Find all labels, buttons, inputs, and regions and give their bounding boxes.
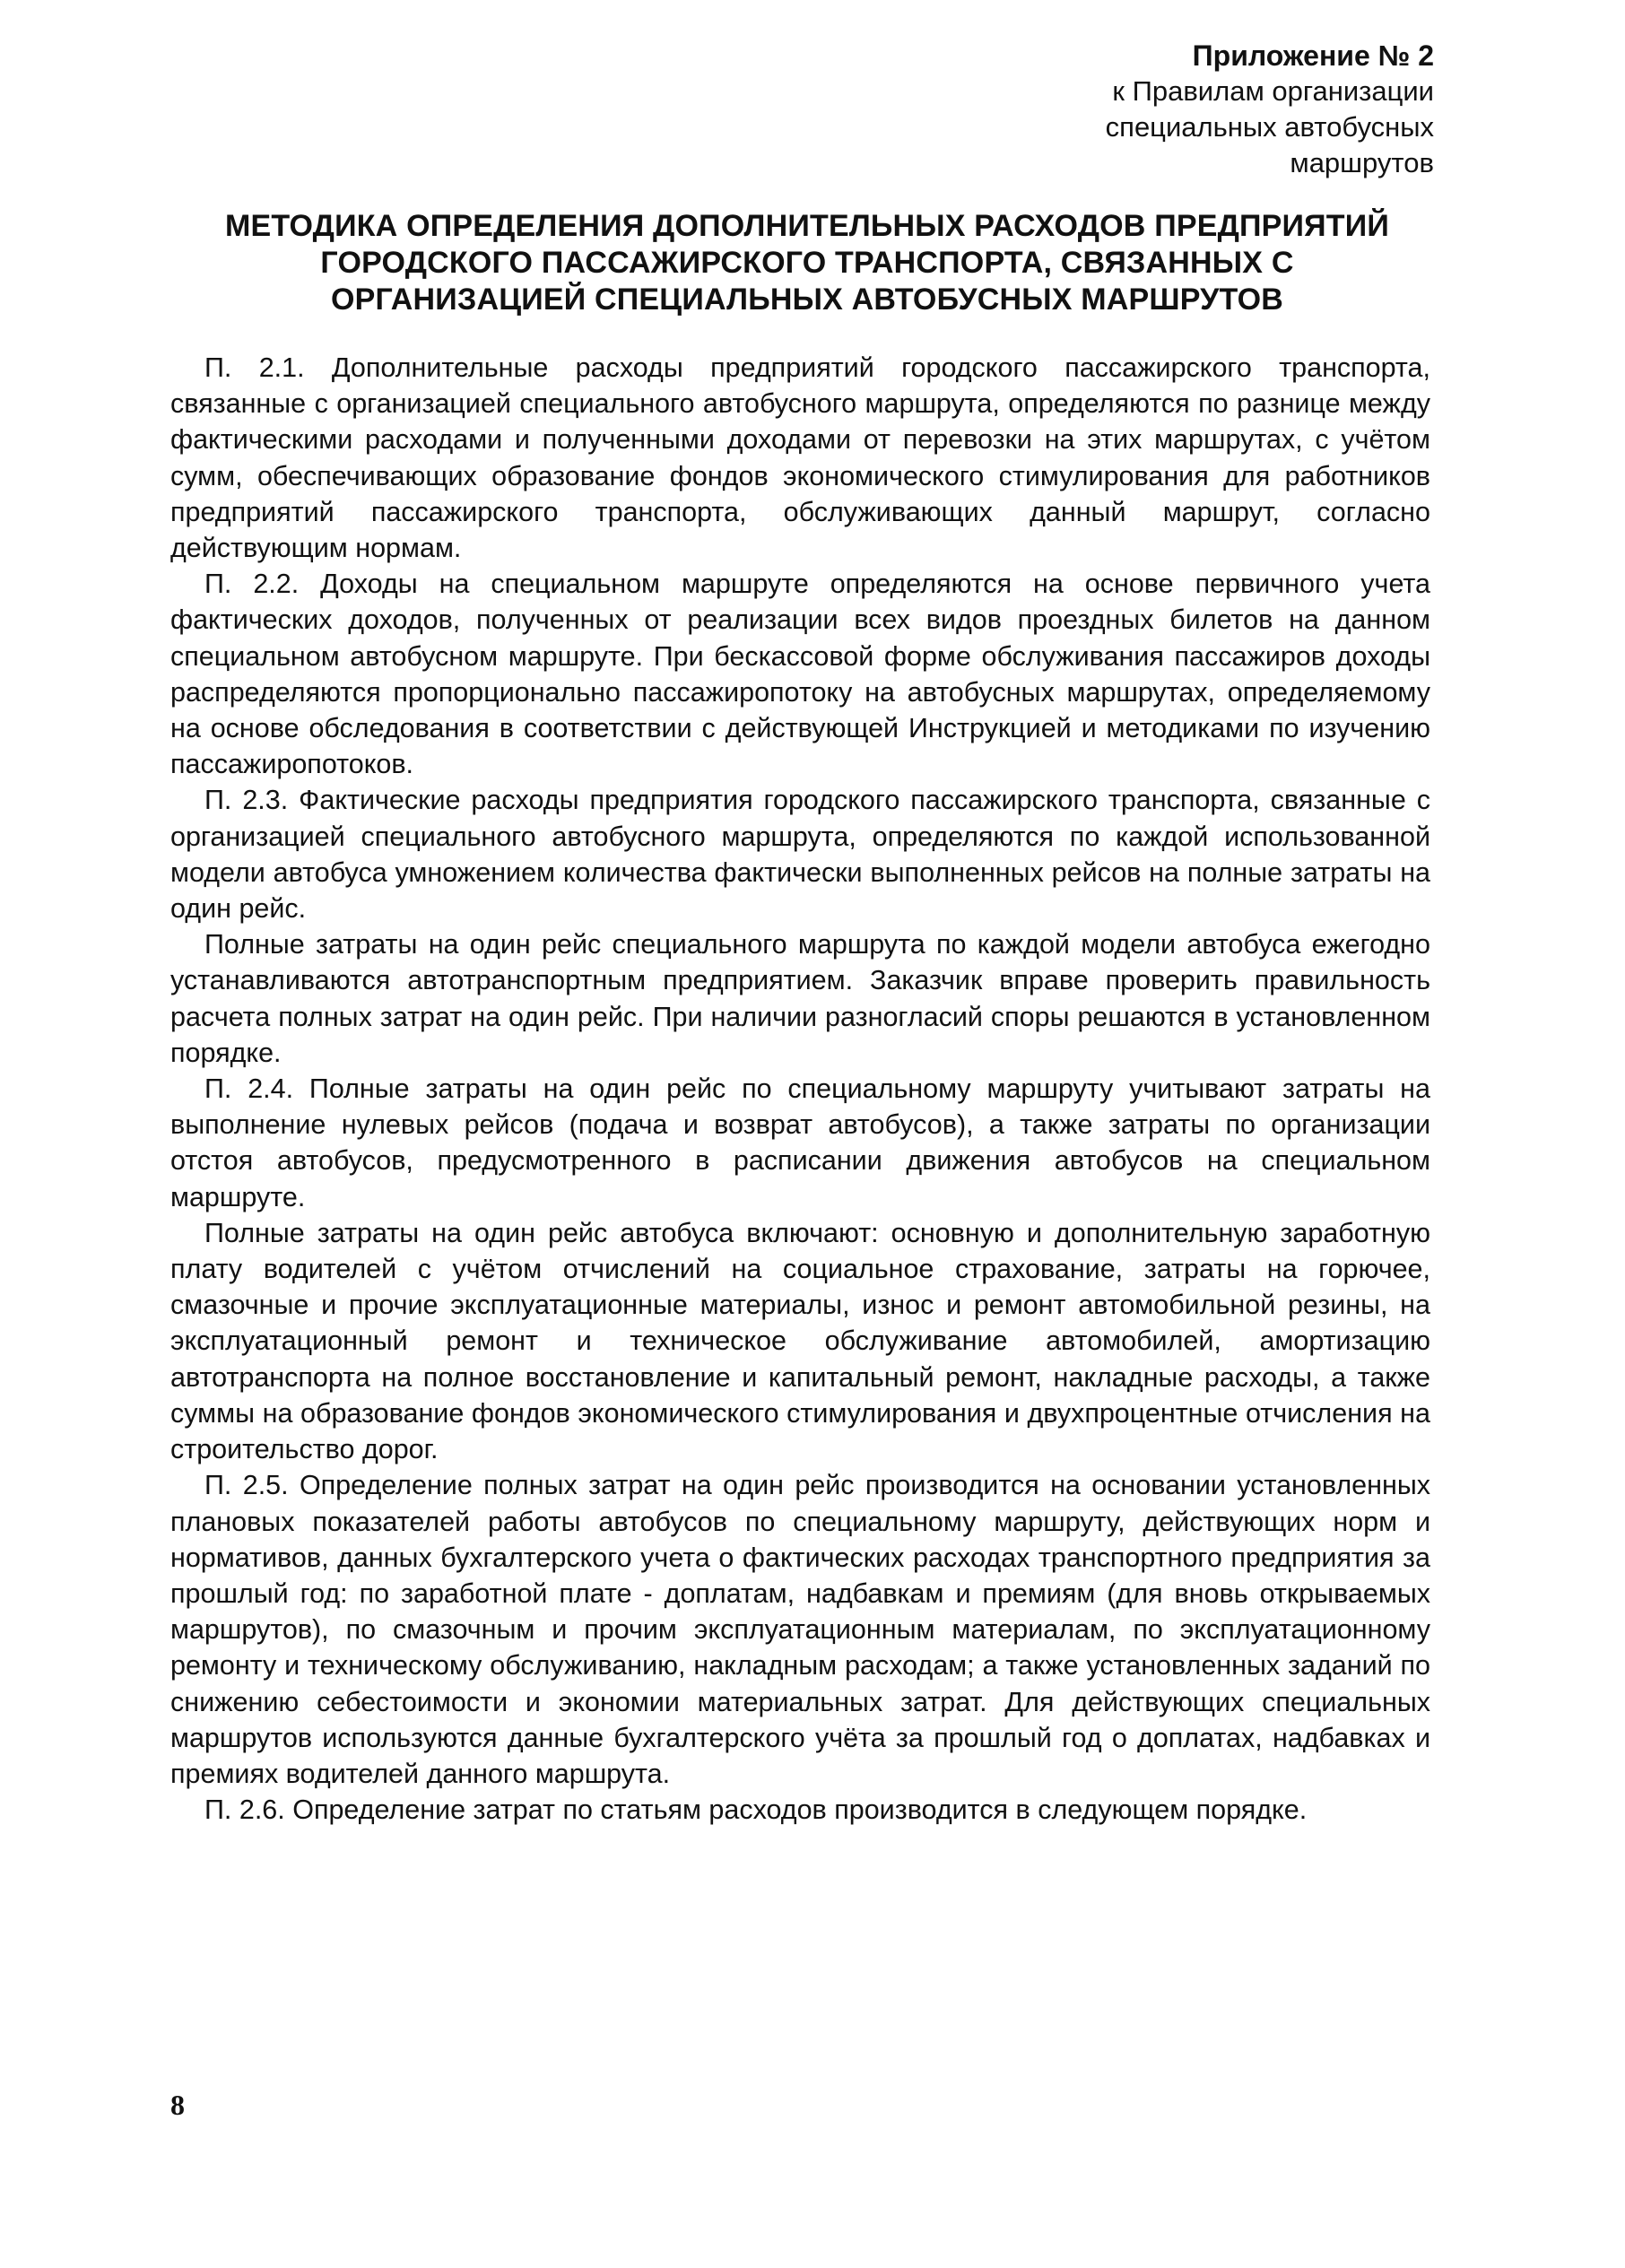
paragraph-2-3-cont: Полные затраты на один рейс специального маршрута по каждой модели автобуса ежегодно устанавливаются автотранспортным предприятием. Заказчик вправе проверить правильность расчета полных затрат на один рейс. При наличии разногласий споры решаются в установленном порядке. (170, 929, 1430, 1068)
document-body (170, 350, 1430, 1828)
document-title (170, 208, 1444, 318)
appendix-reference (968, 38, 1434, 181)
appendix-number: Приложение № 2 (1192, 39, 1434, 72)
paragraph-2-6: П. 2.6. Определение затрат по статьям расходов производится в следующем порядке. (204, 1794, 1308, 1826)
page-number: 8 (170, 2089, 185, 2121)
paragraph-2-2: П. 2.2. Доходы на специальном маршруте определяются на основе первичного учета фактических доходов, полученных от реализации всех видов проездных билетов на данном специальном автобусном маршруте. При бескассовой форме обслуживания пассажиров доходы распределяются пропорционально пассажиропотоку на автобусных маршрутах, определяемому на основе обследования в соответствии с действующей Инструкцией и методиками по изучению пассажиропотоков. (170, 569, 1430, 780)
appendix-line: специальных автобусных (1105, 111, 1434, 143)
title-line: МЕТОДИКА ОПРЕДЕЛЕНИЯ ДОПОЛНИТЕЛЬНЫХ РАСХОДОВ ПРЕДПРИЯТИЙ (224, 209, 1390, 243)
paragraph-2-4-cont: Полные затраты на один рейс автобуса включают: основную и дополнительную заработную плату водителей с учётом отчислений на социальное страхование, затраты на горючее, смазочные и прочие эксплуатационные материалы, износ и ремонт автомобильной резины, на эксплуатационный ремонт и техническое обслуживание автомобилей, амортизацию автотранспорта на полное восстановление и капитальный ремонт, накладные расходы, а также суммы на образование фондов экономического стимулирования и двухпроцентные отчисления на строительство дорог. (170, 1217, 1430, 1465)
title-line: ГОРОДСКОГО ПАССАЖИРСКОГО ТРАНСПОРТА, СВЯЗАННЫХ С (320, 246, 1294, 280)
paragraph-2-5: П. 2.5. Определение полных затрат на один рейс производится на основании установленных плановых показателей работы автобусов по специальному маршруту, действующих норм и нормативов, данных бухгалтерского учета о фактических расходах транспортного предприятия за прошлый год: по заработной плате - доплатам, надбавкам и премиям (для вновь открываемых маршрутов), по смазочным и прочим эксплуатационным материалам, по эксплуатационному ремонту и техническому обслуживанию, накладным расходам; а также установленных заданий по снижению себестоимости и экономии материальных затрат. Для действующих специальных маршрутов используются данные бухгалтерского учёта за прошлый год о доплатах, надбавках и премиях водителей данного маршрута. (170, 1470, 1430, 1789)
paragraph-2-4: П. 2.4. Полные затраты на один рейс по специальному маршруту учитывают затраты на выполнение нулевых рейсов (подача и возврат автобусов), а также затраты по организации отстоя автобусов, предусмотренного в расписании движения автобусов на специальном маршруте. (170, 1073, 1430, 1212)
appendix-line: к Правилам организации (1112, 75, 1434, 107)
paragraph-2-3: П. 2.3. Фактические расходы предприятия городского пассажирского транспорта, связанные с организацией специального автобусного маршрута, определяются по каждой использованной модели автобуса умножением количества фактически выполненных рейсов на полные затраты на один рейс. (170, 785, 1430, 925)
title-line: ОРГАНИЗАЦИЕЙ СПЕЦИАЛЬНЫХ АВТОБУСНЫХ МАРШРУТОВ (330, 282, 1284, 317)
appendix-line: маршрутов (1290, 147, 1434, 178)
paragraph-2-1: П. 2.1. Дополнительные расходы предприятий городского пассажирского транспорта, связанные с организацией специального автобусного маршрута, определяются по разнице между фактическими расходами и полученными доходами от перевозки на этих маршрутах, с учётом сумм, обеспечивающих образование фондов экономического стимулирования для работников предприятий пассажирского транспорта, обслуживающих данный маршрут, согласно действующим нормам. (170, 352, 1430, 564)
